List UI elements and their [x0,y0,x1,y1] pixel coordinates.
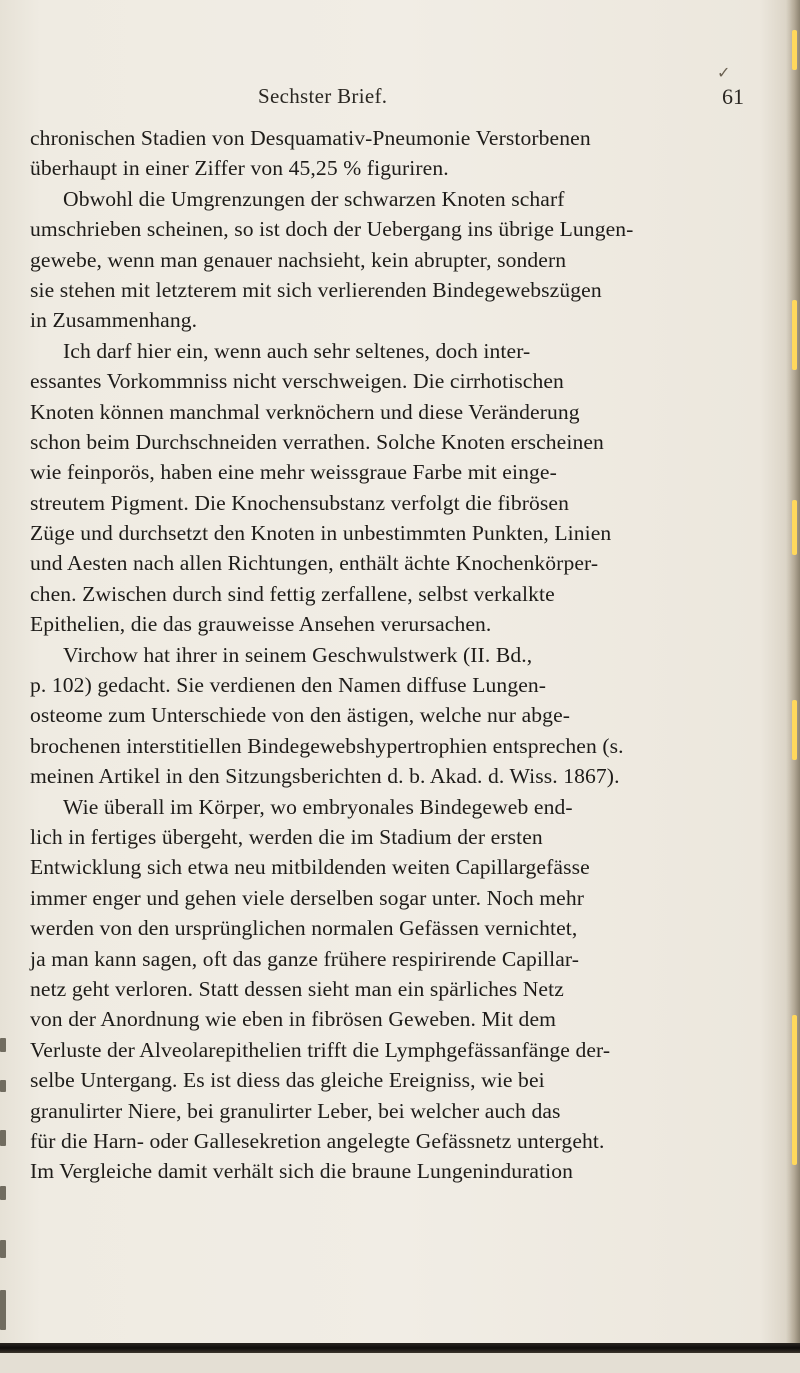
text-line: gewebe, wenn man genauer nachsieht, kein abrupter, sondern [30,247,567,272]
page-edge-tab [792,500,797,555]
text-line: und Aesten nach allen Richtungen, enthält ächte Knochenkörper- [30,551,599,576]
page-edge-mark [0,1186,6,1200]
text-line: Obwohl die Umgrenzungen der schwarzen Knoten scharf [63,186,565,211]
text-line: für die Harn- oder Gallesekretion angelegte Gefässnetz untergeht. [30,1128,605,1153]
scan-margin [0,1353,800,1373]
text-line: überhaupt in einer Ziffer von 45,25 % figuriren. [30,156,449,181]
page-edge-mark [0,1130,6,1146]
text-line: streutem Pigment. Die Knochensubstanz verfolgt die fibrösen [30,490,570,515]
text-line: sie stehen mit letzterem mit sich verlierenden Bindegewebszügen [30,277,602,302]
text-line: Verluste der Alveolarepithelien trifft die Lymphgefässanfänge der- [30,1037,611,1062]
text-line: essantes Vorkommniss nicht verschweigen. Die cirrhotischen [30,369,564,394]
text-line: meinen Artikel in den Sitzungsberichten d. b. Akad. d. Wiss. 1867). [30,764,620,789]
page-edge-mark [0,1080,6,1092]
page-edge-tab [792,30,797,70]
text-line: Züge und durchsetzt den Knoten in unbestimmten Punkten, Linien [30,521,612,546]
text-line: osteome zum Unterschiede von den ästigen, welche nur abge- [30,703,571,728]
text-line: p. 102) gedacht. Sie verdienen den Namen diffuse Lungen- [30,673,547,698]
text-line: selbe Untergang. Es ist diess das gleiche Ereigniss, wie bei [30,1068,545,1093]
text-line: granulirter Niere, bei granulirter Leber, bei welcher auch das [30,1098,561,1123]
page-edge-tab [792,300,797,370]
page-edge-shadow [786,0,800,1373]
text-line: lich in fertiges übergeht, werden die im Stadium der ersten [30,824,543,849]
scan-bottom-edge [0,1343,800,1353]
page-edge-tab [792,700,797,760]
text-line: Virchow hat ihrer in seinem Geschwulstwerk (II. Bd., [63,642,533,667]
text-line: Knoten können manchmal verknöchern und diese Veränderung [30,399,580,424]
text-line: von der Anordnung wie eben in fibrösen Geweben. Mit dem [30,1007,557,1032]
text-line: wie feinporös, haben eine mehr weissgraue Farbe mit einge- [30,460,557,485]
text-line: in Zusammenhang. [30,308,198,333]
text-line: netz geht verloren. Statt dessen sieht man ein spärliches Netz [30,976,564,1001]
text-line: chronischen Stadien von Desquamativ-Pneumonie Verstorbenen [30,126,591,150]
page-edge-mark [0,1290,6,1330]
running-head: Sechster Brief. [258,84,388,108]
text-line: schon beim Durchschneiden verrathen. Solche Knoten erscheinen [30,429,604,454]
text-line: werden von den ursprünglichen normalen Gefässen vernichtet, [30,916,578,941]
text-line: Entwicklung sich etwa neu mitbildenden weiten Capillargefässe [30,855,590,880]
text-line: Wie überall im Körper, wo embryonales Bindegeweb end- [63,794,573,819]
page-header [0,84,800,114]
body-text [30,123,730,1187]
text-line: Epithelien, die das grauweisse Ansehen verursachen. [30,612,492,637]
stray-ink-mark: ✓ [717,65,731,82]
page-edge-mark [0,1240,6,1258]
page-edge-tab [792,1015,797,1165]
page-edge-mark [0,1038,6,1052]
text-line: immer enger und gehen viele derselben sogar unter. Noch mehr [30,885,585,910]
text-line: Im Vergleiche damit verhält sich die braune Lungeninduration [30,1159,574,1184]
text-line: chen. Zwischen durch sind fettig zerfallene, selbst verkalkte [30,581,555,606]
text-line: Ich darf hier ein, wenn auch sehr seltenes, doch inter- [63,338,531,363]
page-number: 61 [722,84,744,109]
text-line: umschrieben scheinen, so ist doch der Uebergang ins übrige Lungen- [30,217,634,242]
text-line: brochenen interstitiellen Bindegewebshypertrophien entsprechen (s. [30,733,624,758]
text-line: ja man kann sagen, oft das ganze frühere respirirende Capillar- [30,946,580,971]
